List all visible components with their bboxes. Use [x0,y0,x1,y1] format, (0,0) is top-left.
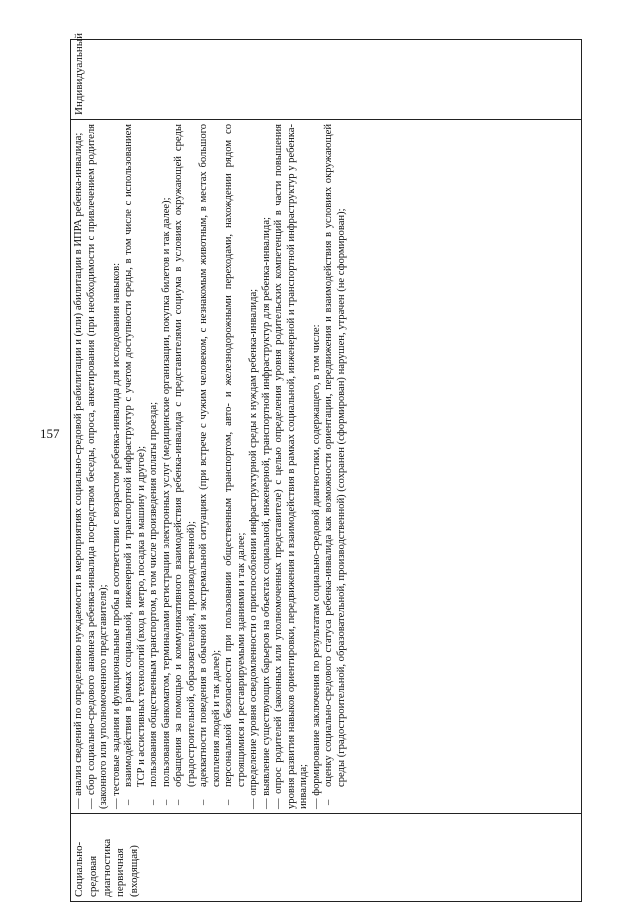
landscape-table-container [70,33,582,902]
sub-list-item [198,124,223,809]
list-item [261,124,274,809]
dash-marker: – [148,799,159,805]
item-text: адекватности поведения в обычной и экстремальной ситуациях (при встрече с чужим человеком, с незнакомым животным, в местах большого скопления людей и так далее); [198,124,222,787]
dash-marker: – [160,799,172,805]
list-item [111,124,124,809]
item-text: — опрос родителей (законных или уполномоченных представителе) с целью определения уровня родительских компетенций в части повышения уровня развития навыков ориентировки, передвижения и взаимодействия в рамках социальной, инженерной и транспортной инфраструктур у ребенка-инвалида; [273,124,309,809]
list-item [73,124,86,809]
dash-marker: – [123,799,134,805]
page-number: 157 [40,426,60,441]
item-text: обращения за помощью и коммуникативного взаимодействия ребенка-инвалида с представителями социума в условиях окружающей среды (градостроительной, образовательной, производственной); [173,124,197,787]
dash-marker: – [323,799,334,805]
item-text: персональной безопасности при пользовании общественным транспортом, авто- и железнодорожными переходами, нахождении рядом со строящимися и реставрируемыми зданиями и так далее; [223,124,247,787]
sub-list-item [123,124,148,809]
table-row [71,40,582,902]
sub-list-item [173,124,198,809]
content-cell [71,120,582,814]
list-item [311,124,324,809]
sub-list-item [161,124,174,809]
item-text: — определение уровня осведомленности о приспособлении инфраструктурной среды к нуждам ребенка-инвалида; [248,288,259,809]
item-text: — анализ сведений по определению нуждаемости в мероприятиях социально-средовой реабилитации и (или) абилитации в ИПРА ребенка-инвалида; [73,132,84,809]
item-text: пользования общественным транспортом, в том числе произведения оплаты проезда; [148,401,159,787]
format-cell: Индивидуальный [71,40,582,120]
sub-list-item [223,124,248,809]
diagnostics-type-cell: Социально-средовая диагностика первичная (входящая) [71,814,582,902]
item-text: — сбор социально-средового анамнеза ребенка-инвалида посредством беседы, опроса, анкетирования (при необходимости с привлечением родителя (законного или уполномоченного представителя); [85,124,109,809]
rotated-table-wrapper [70,33,582,902]
dash-marker: – [223,799,234,805]
list-item [86,124,111,809]
item-text: взаимодействия в рамках социальной, инженерной и транспортной инфраструктур с учетом доступности среды, в том числе с использованием ТСР и ассистивных технологий (вход в метро, посадка в машину и другое); [123,124,147,787]
dash-marker: – [173,799,184,805]
item-text: — тестовые задания и функциональные пробы в соответствии с возрастом ребенка-инвалида для исследования навыков: [110,262,122,809]
content-list [73,124,348,809]
list-item [273,124,311,809]
item-text: — формирование заключения по результатам социально-средовой диагностики, содержащего, в том числе: [310,324,322,809]
item-text: пользования банкоматом, терминалами регистрации электронных услуг (медицинские организации, покупка билетов и так далее); [160,197,172,787]
rehabilitation-table [70,33,582,902]
item-text: — выявление существующих барьеров на объектах социальной, инженерной, транспортной инфраструктур для ребенка-инвалида; [260,217,272,809]
dash-marker: – [198,799,209,805]
sub-list-item [148,124,161,809]
sub-list-item [323,124,348,809]
item-text: оценку социально-средового статуса ребенка-инвалида как возможности ориентации, передвижения и взаимодействия в условиях окружающей среды (градостроительной, образовательной, производственной) (сохранен (сформирован) нарушен, утрачен (не сформирован); [323,124,347,787]
list-item [248,124,261,809]
